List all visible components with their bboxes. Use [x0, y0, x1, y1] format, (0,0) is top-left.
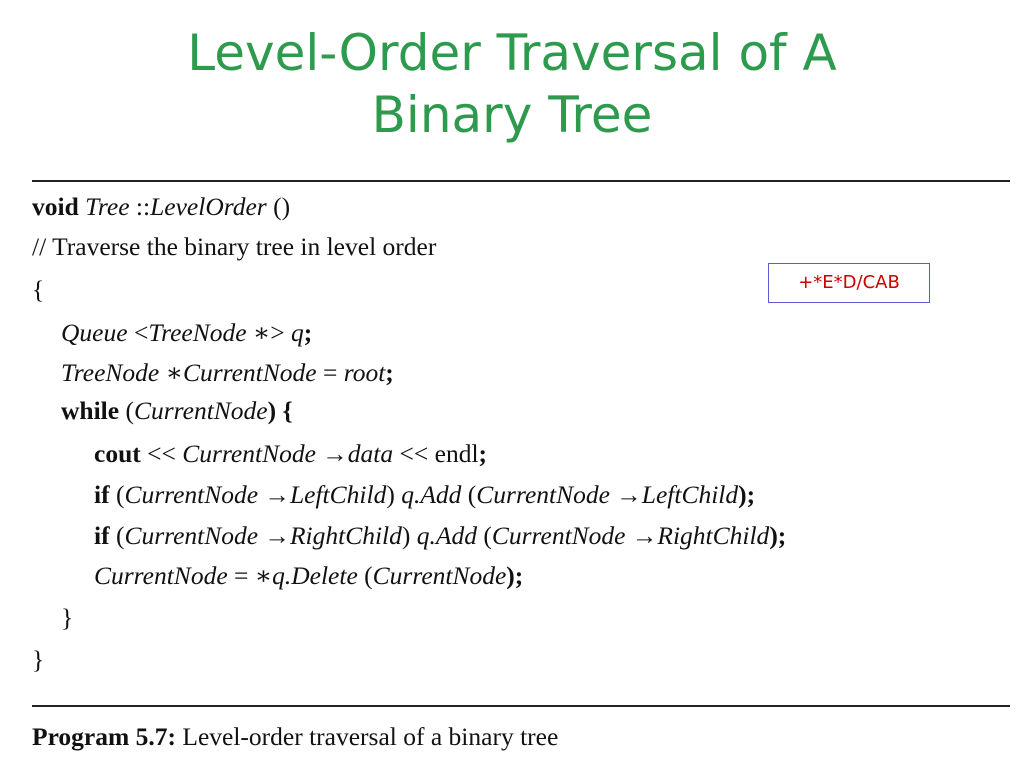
paren-close-semicolon: );: [506, 561, 524, 590]
code-line-12: }: [32, 645, 45, 674]
field-name: RightChild: [289, 521, 402, 550]
keyword-if: if: [94, 521, 110, 550]
code-line-11: }: [61, 603, 74, 632]
variable-name: CurrentNode: [94, 561, 228, 590]
object-name: CurrentNode: [124, 521, 259, 550]
keyword-if: if: [94, 480, 110, 509]
program-caption: [32, 722, 558, 752]
paren-open: (: [461, 480, 477, 509]
code-line-7: [94, 439, 487, 469]
semicolon: ;: [303, 318, 313, 347]
traversal-result-badge: +*E*D/CAB: [768, 263, 930, 303]
code-line-5: [61, 358, 394, 388]
arrow-operator: →: [258, 480, 290, 509]
title-line-1: Level-Order Traversal of A: [187, 24, 837, 82]
code-line-10: [94, 561, 523, 591]
code-line-2: // Traverse the binary tree in level order: [32, 232, 437, 261]
code-line-3: {: [32, 275, 45, 304]
arrow-operator: →: [315, 439, 348, 468]
object-name: CurrentNode: [124, 480, 259, 509]
class-name: Tree: [85, 192, 130, 221]
assign-operator: =: [316, 358, 344, 387]
assigned-value: root: [343, 358, 386, 387]
template-open: <: [127, 318, 149, 347]
assign-deref: = ∗: [227, 561, 273, 590]
method-call: q.Add: [401, 480, 462, 509]
paren-close-brace: ) {: [267, 396, 293, 425]
function-args: (): [266, 192, 291, 221]
variable-name: CurrentNode: [182, 358, 317, 387]
arrow-operator: →: [258, 521, 290, 550]
caption-label: Program 5.7:: [32, 722, 176, 751]
type-name: TreeNode: [61, 358, 160, 387]
top-divider: [32, 180, 1010, 182]
slide-title: [0, 22, 1024, 146]
template-type: TreeNode: [148, 318, 247, 347]
arrow-operator: →: [625, 521, 658, 550]
bottom-divider: [32, 705, 1010, 707]
paren-open: (: [109, 480, 125, 509]
code-line-9: [94, 521, 786, 551]
field-name: data: [347, 439, 394, 468]
keyword-cout: cout: [94, 439, 141, 468]
type-name: Queue: [61, 318, 128, 347]
object-name: CurrentNode: [476, 480, 610, 509]
scope-operator: ::: [129, 192, 151, 221]
paren-close: ): [386, 480, 402, 509]
paren-open: (: [476, 521, 492, 550]
code-line-1: [32, 192, 290, 222]
stream-operator: <<: [140, 439, 183, 468]
paren-open: (: [357, 561, 373, 590]
function-name: LevelOrder: [150, 192, 267, 221]
loop-condition: CurrentNode: [133, 396, 268, 425]
caption-text: Level-order traversal of a binary tree: [176, 722, 559, 751]
paren-open: (: [119, 396, 134, 425]
stream-endl: << endl: [393, 439, 479, 468]
code-line-4: [61, 318, 312, 348]
semicolon: ;: [385, 358, 394, 387]
method-call: q.Delete: [272, 561, 358, 590]
paren-close-semicolon: );: [738, 480, 756, 509]
paren-close: ): [401, 521, 417, 550]
method-arg: CurrentNode: [372, 561, 507, 590]
object-name: CurrentNode: [491, 521, 626, 550]
method-call: q.Add: [416, 521, 477, 550]
title-line-2: Binary Tree: [371, 86, 653, 144]
pointer-close: ∗>: [246, 318, 292, 347]
paren-open: (: [109, 521, 125, 550]
arrow-operator: →: [609, 480, 642, 509]
field-name: RightChild: [657, 521, 770, 550]
paren-close-semicolon: );: [769, 521, 787, 550]
code-line-6: [61, 396, 293, 426]
code-line-8: [94, 480, 755, 510]
keyword-void: void: [32, 192, 79, 221]
semicolon: ;: [478, 439, 488, 468]
variable-name: q: [291, 318, 304, 347]
pointer-star: ∗: [159, 358, 183, 387]
field-name: LeftChild: [289, 480, 387, 509]
object-name: CurrentNode: [182, 439, 316, 468]
field-name: LeftChild: [641, 480, 739, 509]
keyword-while: while: [61, 396, 120, 425]
